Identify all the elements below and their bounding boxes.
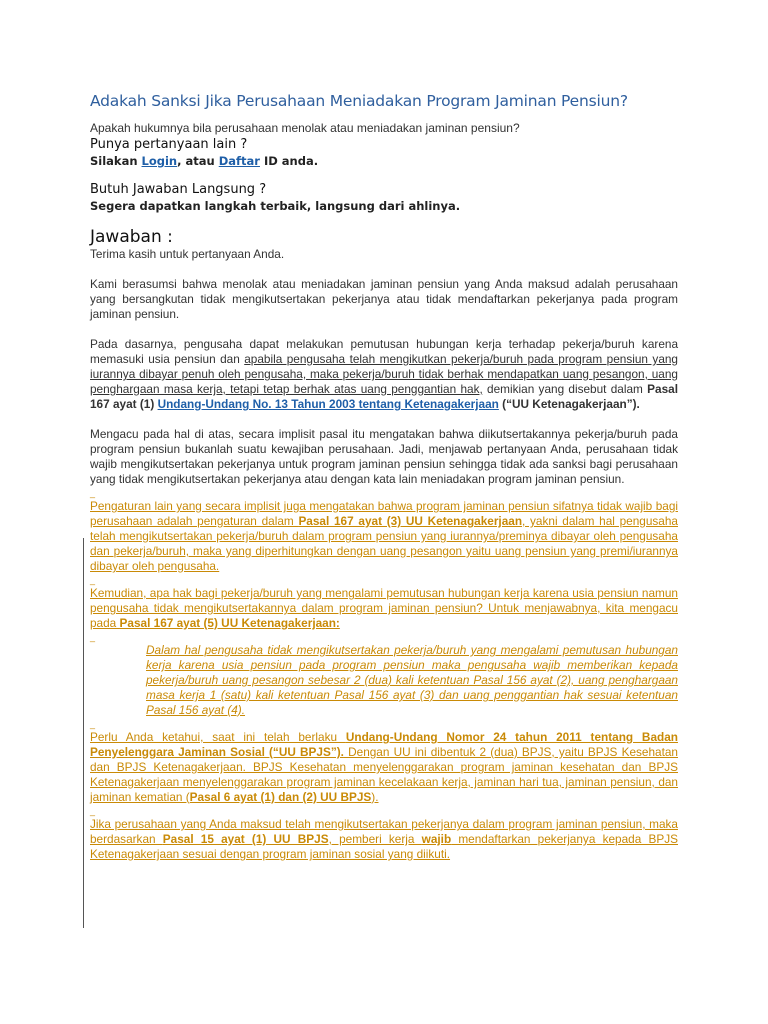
question-text: Apakah hukumnya bila perusahaan menolak atau meniadakan jaminan pensiun? xyxy=(90,121,520,135)
paragraph-pasal-167-3: Pengaturan lain yang secara implisit juga mengatakan bahwa program jaminan pensiun sifatnya tidak wajib bagi perusahaan adalah pengaturan dalam Pasal 167 ayat (3) UU Ketenagakerjaan, yakni dalam hal pengusaha telah mengikutsertakan pekerja/buruh dalam program pensiun yang iurannya/preminya dibayar oleh pengusaha dan pekerja/buruh, maka yang diperhitungkan dengan uang pesangon yaitu uang pensiun yang premi/iurannya dibayar oleh pengusaha. xyxy=(90,499,678,573)
direct-answer-heading: Butuh Jawaban Langsung ? xyxy=(90,182,267,197)
daftar-link[interactable]: Daftar xyxy=(218,154,260,168)
login-link[interactable]: Login xyxy=(141,154,178,168)
page-title: Adakah Sanksi Jika Perusahaan Meniadakan Program Jaminan Pensiun? xyxy=(90,92,628,110)
paragraph-pasal-167-1: Pada dasarnya, pengusaha dapat melakukan pemutusan hubungan kerja terhadap pekerja/buruh karena memasuki usia pensiun dan apabila pengusaha telah mengikutkan pekerja/buruh pada program pensiun yang iurannya dibayar penuh oleh pengusaha, maka pekerja/buruh tidak berhak mendapatkan uang pesangon, uang penghargaan masa kerja, tetapi tetap berhak atas uang penggantian hak, demikian yang disebut dalam Pasal 167 ayat (1) Undang-Undang No. 13 Tahun 2003 tentang Ketenagakerjaan (“UU Ketenagakerjaan”). xyxy=(90,337,678,411)
login-prompt: Silakan Login, atau Daftar ID anda. xyxy=(90,154,319,168)
edit-marker: _ xyxy=(90,632,96,642)
paragraph-uu-bpjs: Perlu Anda ketahui, saat ini telah berlaku Undang-Undang Nomor 24 tahun 2011 tentang Badan Penyelenggara Jaminan Sosial (“UU BPJS”). Dengan UU ini dibentuk 2 (dua) BPJS, yaitu BPJS Kesehatan dan BPJS Ketenagakerjaan. BPJS Kesehatan menyelenggarakan program jaminan kesehatan dan BPJS Ketenagakerjaan menyelenggarakan program jaminan kecelakaan kerja, jaminan hari tua, jaminan pensiun, dan jaminan kematian (Pasal 6 ayat (1) dan (2) UU BPJS). xyxy=(90,730,678,804)
paragraph-pasal-15: Jika perusahaan yang Anda maksud telah mengikutsertakan pekerjanya dalam program jaminan pensiun, maka berdasarkan Pasal 15 ayat (1) UU BPJS, pemberi kerja wajib mendaftarkan pekerjanya kepada BPJS Ketenagakerjaan sesuai dengan program jaminan sosial yang diikuti. xyxy=(90,817,678,861)
article xyxy=(90,92,678,862)
paragraph-pasal-167-5: Kemudian, apa hak bagi pekerja/buruh yang mengalami pemutusan hubungan kerja karena usia pensiun namun pengusaha tidak mengikutsertakannya dalam program jaminan pensiun? Untuk menjawabnya, kita mengacu pada Pasal 167 ayat (5) UU Ketenagakerjaan: xyxy=(90,586,678,630)
edit-marker: _ xyxy=(90,719,96,729)
paragraph-implicit: Mengacu pada hal di atas, secara implisit pasal itu mengatakan bahwa diikutsertakannya pekerja/buruh pada program pensiun bukanlah suatu kewajiban perusahaan. Jadi, menjawab pertanyaan Anda, perusahaan tidak wajib mengikutsertakan pekerjanya untuk program jaminan pensiun sehingga tidak ada sanksi bagi perusahaan yang tidak mengikutsertakan pekerjanya atau dengan kata lain meniadakan program jaminan pensiun. xyxy=(90,427,678,486)
quote-pasal-167-5: Dalam hal pengusaha tidak mengikutsertakan pekerja/buruh yang mengalami pemutusan hubungan kerja karena usia pensiun pada program pensiun maka pengusaha wajib memberikan kepada pekerja/buruh uang pesangon sebesar 2 (dua) kali ketentuan Pasal 156 ayat (2), uang penghargaan masa kerja 1 (satu) kali ketentuan Pasal 156 ayat (3) dan uang penggantian hak sesuai ketentuan Pasal 156 ayat (4). xyxy=(146,643,678,717)
uu-ketenagakerjaan-link[interactable]: Undang-Undang No. 13 Tahun 2003 tentang Ketenagakerjaan xyxy=(157,397,499,411)
edit-marker: _ xyxy=(90,575,96,585)
edit-marker: _ xyxy=(90,806,96,816)
edit-marker: _ xyxy=(90,488,96,498)
direct-answer-sub: Segera dapatkan langkah terbaik, langsung dari ahlinya. xyxy=(90,199,461,213)
other-question-heading: Punya pertanyaan lain ? xyxy=(90,137,248,152)
paragraph-thanks: Terima kasih untuk pertanyaan Anda. xyxy=(90,247,285,261)
margin-line xyxy=(83,538,84,928)
paragraph-assumption: Kami berasumsi bahwa menolak atau meniadakan jaminan pensiun yang Anda maksud adalah perusahaan yang bersangkutan tidak mengikutsertakan pekerjanya atau tidak mendaftarkan pekerjanya pada program jaminan pensiun. xyxy=(90,277,678,321)
answer-heading: Jawaban : xyxy=(90,227,173,247)
